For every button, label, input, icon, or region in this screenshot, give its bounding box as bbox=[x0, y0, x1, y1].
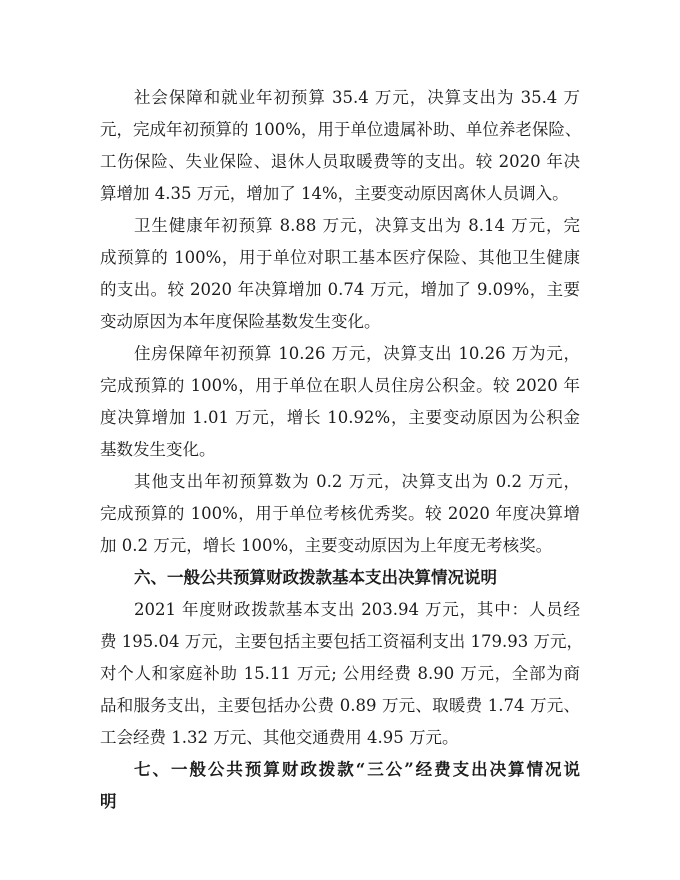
paragraph-housing-line-3: 度决算增加 1.01 万元，增长 10.92%，主要变动原因为公积金 bbox=[100, 408, 580, 427]
paragraph-social-security-line-1: 社会保障和就业年初预算 35.4 万元，决算支出为 35.4 万 bbox=[134, 88, 580, 107]
paragraph-health-line-1: 卫生健康年初预算 8.88 万元，决算支出为 8.14 万元，完 bbox=[134, 216, 580, 235]
paragraph-health-line-2: 成预算的 100%，用于单位对职工基本医疗保险、其他卫生健康 bbox=[100, 248, 580, 267]
section-heading-7-line-2: 明 bbox=[100, 792, 117, 811]
section-heading-6: 六、一般公共预算财政拨款基本支出决算情况说明 bbox=[134, 568, 497, 587]
paragraph-social-security-line-3: 工伤保险、失业保险、退休人员取暖费等的支出。较 2020 年决 bbox=[100, 152, 580, 171]
paragraph-health-line-4: 变动原因为本年度保险基数发生变化。 bbox=[100, 312, 381, 331]
paragraph-basic-expenditure-line-4: 品和服务支出，主要包括办公费 0.89 万元、取暖费 1.74 万元、 bbox=[100, 696, 580, 715]
paragraph-other-line-2: 完成预算的 100%，用于单位考核优秀奖。较 2020 年度决算增 bbox=[100, 504, 580, 523]
section-heading-7-line-1: 七、一般公共预算财政拨款“三公”经费支出决算情况说 bbox=[134, 760, 580, 779]
paragraph-housing-line-1: 住房保障年初预算 10.26 万元，决算支出 10.26 万为元， bbox=[134, 344, 580, 363]
paragraph-basic-expenditure-line-5: 工会经费 1.32 万元、其他交通费用 4.95 万元。 bbox=[100, 728, 459, 747]
paragraph-other-line-3: 加 0.2 万元，增长 100%，主要变动原因为上年度无考核奖。 bbox=[100, 536, 553, 555]
paragraph-social-security-line-4: 算增加 4.35 万元，增加了 14%，主要变动原因离休人员调入。 bbox=[100, 184, 569, 203]
paragraph-other-line-1: 其他支出年初预算数为 0.2 万元，决算支出为 0.2 万元， bbox=[134, 472, 580, 491]
paragraph-housing-line-4: 基数发生变化。 bbox=[100, 440, 216, 459]
paragraph-social-security-line-2: 元，完成年初预算的 100%，用于单位遗属补助、单位养老保险、 bbox=[100, 120, 582, 139]
paragraph-basic-expenditure-line-1: 2021 年度财政拨款基本支出 203.94 万元，其中：人员经 bbox=[134, 600, 580, 619]
paragraph-basic-expenditure-line-3: 对个人和家庭补助 15.11 万元; 公用经费 8.90 万元，全部为商 bbox=[100, 664, 580, 683]
paragraph-health-line-3: 的支出。较 2020 年决算增加 0.74 万元，增加了 9.09%，主要 bbox=[100, 280, 580, 299]
paragraph-basic-expenditure-line-2: 费 195.04 万元，主要包括主要包括工资福利支出 179.93 万元， bbox=[100, 632, 583, 651]
paragraph-housing-line-2: 完成预算的 100%，用于单位在职人员住房公积金。较 2020 年 bbox=[100, 376, 580, 395]
